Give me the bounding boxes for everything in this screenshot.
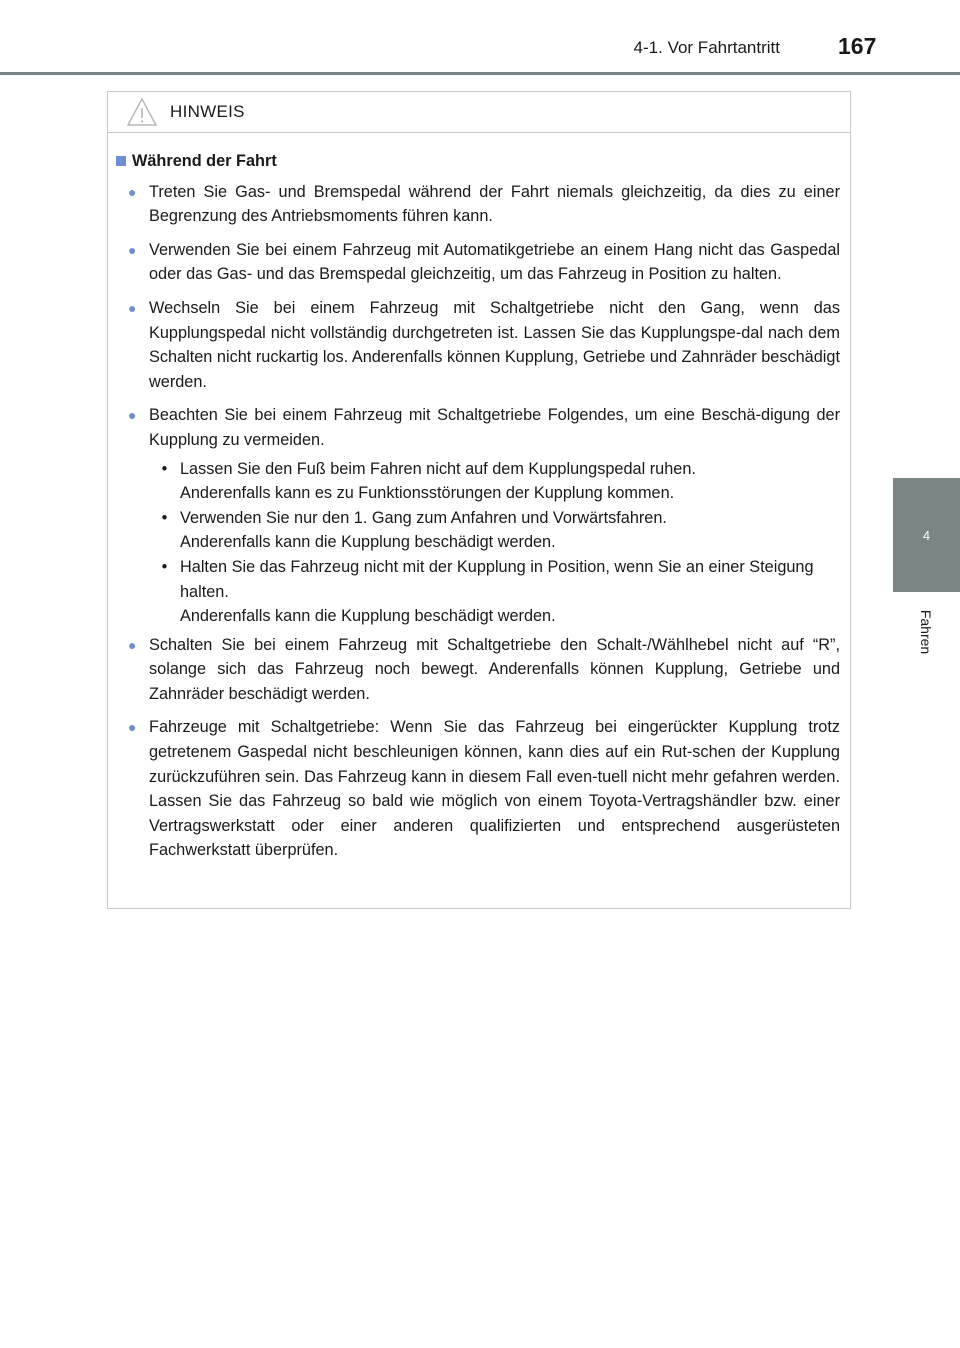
notice-title: HINWEIS (170, 102, 245, 121)
chapter-tab[interactable] (893, 478, 960, 592)
sub-list-item (149, 506, 840, 555)
notice-subheading (116, 149, 840, 174)
sub-item-line: Anderenfalls kann es zu Funktionsstörungen der Kupplung kommen. (180, 484, 675, 503)
list-item (128, 633, 840, 707)
list-item (128, 403, 840, 452)
notice-box (107, 91, 851, 909)
list-item-text: Wechseln Sie bei einem Fahrzeug mit Schaltgetriebe nicht den Gang, wenn das Kupplungspedal nicht vollständig durchgetreten ist. Lassen Sie das Kupplungspe-dal nach dem Schalten nicht ruckartig los. Anderenfalls können Kupplung, Getriebe und Zahnräder beschädigt werden. (149, 298, 840, 391)
dot-bullet-icon: • (161, 557, 168, 576)
section-title: 4-1. Vor Fahrtantritt (633, 38, 780, 57)
sub-list-item (149, 555, 840, 629)
list-item (128, 715, 840, 863)
notice-body (108, 133, 850, 863)
sub-list-item (149, 457, 840, 506)
list-item (128, 180, 840, 229)
sub-item-line: Lassen Sie den Fuß beim Fahren nicht auf dem Kupplungspedal ruhen. (180, 459, 696, 478)
circle-bullet-icon: ● (128, 241, 137, 258)
warning-triangle-icon (126, 97, 158, 127)
list-item (128, 296, 840, 394)
circle-bullet-icon: ● (128, 407, 137, 424)
circle-bullet-icon: ● (128, 636, 137, 653)
sub-item-line: Verwenden Sie nur den 1. Gang zum Anfahren und Vorwärtsfahren. (180, 508, 667, 527)
chapter-number: 4 (922, 527, 931, 543)
notice-header (108, 92, 850, 133)
dot-bullet-icon: • (161, 508, 168, 527)
sub-item-line: Anderenfalls kann die Kupplung beschädigt werden. (180, 607, 556, 626)
list-item-text: Beachten Sie bei einem Fahrzeug mit Schaltgetriebe Folgendes, um eine Beschä-digung der Kupplung zu vermeiden. (149, 406, 840, 449)
list-item-text: Verwenden Sie bei einem Fahrzeug mit Automatikgetriebe an einem Hang nicht das Gaspedal oder das Gas- und das Bremspedal gleichzeitig, um das Fahrzeug in Position zu halten. (149, 240, 840, 284)
sub-item-line: Halten Sie das Fahrzeug nicht mit der Kupplung in Position, wenn Sie an einer Steigung halten. (180, 557, 814, 601)
header-rule (0, 72, 960, 75)
list-item (128, 238, 840, 287)
chapter-label-container (893, 592, 960, 672)
sub-list (149, 457, 840, 629)
list-item-text: Fahrzeuge mit Schaltgetriebe: Wenn Sie das Fahrzeug bei eingerückter Kupplung trotz getretenem Gaspedal nicht beschleunigen können, kann dies auf ein Rut-schen der Kupplung zurückzuführen sein. Das Fahrzeug kann in diesem Fall even-tuell nicht mehr gefahren werden. Lassen Sie das Fahrzeug so bald wie möglich von einem Toyota-Vertragshändler bzw. einer Vertragswerkstatt oder einer anderen qualifizierten und entsprechend ausgerüsteten Fachwerkstatt überprüfen. (149, 718, 840, 860)
sub-item-line: Anderenfalls kann die Kupplung beschädigt werden. (180, 533, 556, 552)
list-item-text: Schalten Sie bei einem Fahrzeug mit Schaltgetriebe den Schalt-/Wählhebel nicht auf “R”, solange sich das Fahrzeug noch bewegt. Anderenfalls können Kupplung, Getriebe und Zahnräder beschädigt werden. (149, 635, 840, 703)
square-bullet-icon (116, 156, 126, 166)
subheading-text: Während der Fahrt (132, 152, 277, 170)
circle-bullet-icon: ● (128, 183, 137, 200)
list-item-text: Treten Sie Gas- und Bremspedal während der Fahrt niemals gleichzeitig, da dies zu einer Begrenzung des Antriebsmoments führen kann. (149, 182, 840, 226)
circle-bullet-icon: ● (128, 719, 137, 736)
chapter-label: Fahren (918, 609, 935, 655)
page-number: 167 (838, 33, 877, 59)
circle-bullet-icon: ● (128, 299, 137, 316)
dot-bullet-icon: • (161, 459, 168, 478)
